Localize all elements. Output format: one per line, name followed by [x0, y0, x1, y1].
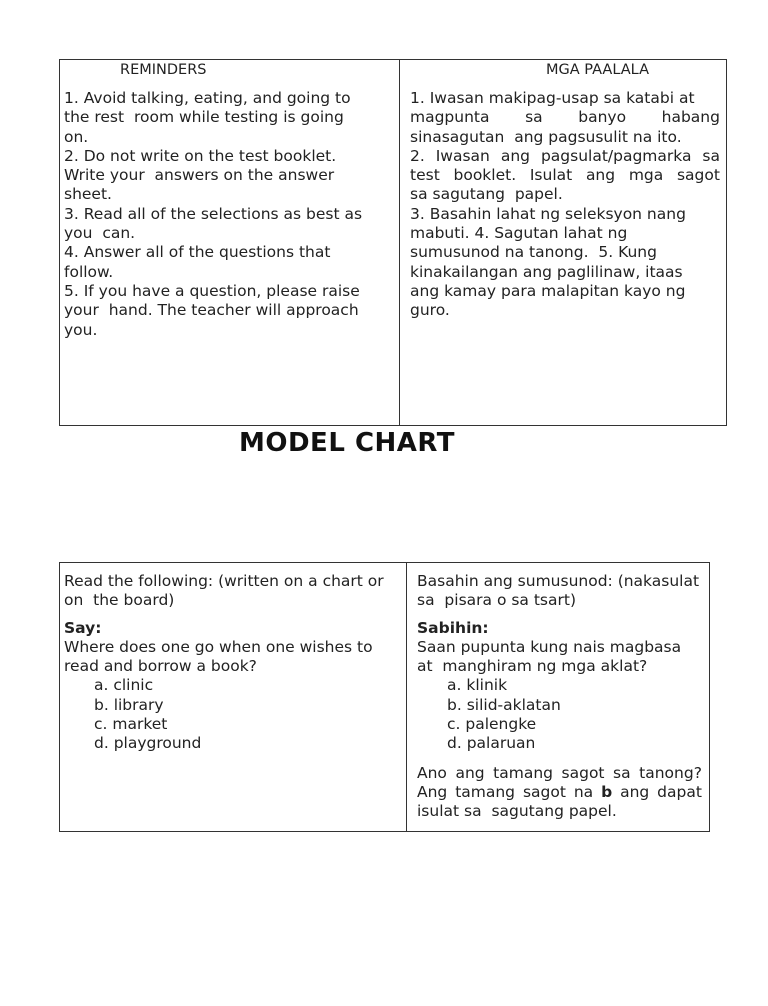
text-line: your hand. The teacher will approach — [64, 301, 359, 320]
option-item: c. palengke — [447, 715, 537, 734]
paalala-header: MGA PAALALA — [546, 62, 649, 78]
word: ang — [500, 146, 530, 165]
word: 2. — [410, 146, 425, 165]
text-line: 3. Basahin lahat ng seleksyon nang — [410, 204, 686, 223]
word: ang — [455, 763, 485, 782]
word: pagsulat/pagmarka — [540, 146, 692, 165]
justified-line — [410, 147, 720, 166]
question-line: Where does one go when one wishes to — [64, 637, 373, 656]
text-line: sinasagutan ang pagsusulit na ito. — [410, 127, 682, 146]
text-line: follow. — [64, 262, 114, 281]
question-line: at manghiram ng mga aklat? — [417, 657, 648, 676]
word: sagot — [676, 166, 720, 185]
option-item: b. silid-aklatan — [447, 695, 561, 714]
word: habang — [661, 108, 720, 127]
text-line: the rest room while testing is going — [64, 108, 344, 127]
text-line: ang kamay para malapitan kayo ng — [410, 281, 686, 300]
text-line: sumusunod na tanong. 5. Kung — [410, 243, 657, 262]
justified-line — [410, 166, 720, 185]
text-line: guro. — [410, 301, 450, 320]
option-item: c. market — [94, 715, 168, 734]
word: banyo — [578, 108, 627, 127]
text-line: kinakailangan ang paglilinaw, itaas — [410, 262, 683, 281]
question-line: Saan pupunta kung nais magbasa — [417, 637, 682, 656]
reminders-filipino-cell — [400, 60, 726, 425]
reminders-header: REMINDERS — [120, 62, 207, 78]
text-line: 2. Do not write on the test booklet. — [64, 146, 337, 165]
text-line: sheet. — [64, 185, 112, 204]
word: sa — [525, 108, 543, 127]
answer-letter: b — [601, 782, 613, 801]
closing-line — [417, 783, 702, 802]
closing-line: isulat sa sagutang papel. — [417, 802, 617, 821]
word: dapat — [657, 782, 702, 801]
text-line: 1. Iwasan makipag-usap sa katabi at — [410, 89, 695, 107]
text-line: 1. Avoid talking, eating, and going to — [64, 89, 351, 107]
sabihin-label: Sabihin: — [417, 618, 489, 637]
word: sagot — [561, 763, 605, 782]
intro-line: Read the following: (written on a chart or — [64, 572, 384, 590]
question-line: read and borrow a book? — [64, 657, 257, 676]
word: booklet. — [453, 166, 517, 185]
option-item: b. library — [94, 695, 164, 714]
reminders-filipino-text — [410, 89, 720, 321]
text-line: on. — [64, 127, 89, 146]
intro-line: Basahin ang sumusunod: (nakasulat — [417, 572, 700, 590]
reminders-table — [59, 59, 727, 426]
model-chart-table — [59, 562, 710, 832]
word: tanong? — [639, 763, 702, 782]
word: Iwasan — [435, 146, 490, 165]
say-label: Say: — [64, 618, 102, 637]
word: test — [410, 166, 440, 185]
word: sa — [702, 146, 720, 165]
model-chart-title: MODEL CHART — [239, 428, 455, 458]
word: sa — [613, 763, 631, 782]
model-chart-english-cell — [60, 563, 406, 831]
word: na — [573, 782, 594, 801]
intro-line: sa pisara o sa tsart) — [417, 591, 577, 610]
model-chart-filipino-cell — [407, 563, 709, 831]
word: Ano — [417, 763, 447, 782]
text-line: you can. — [64, 224, 136, 243]
option-item: a. clinic — [94, 676, 154, 695]
option-item: a. klinik — [447, 676, 508, 695]
text-line: you. — [64, 320, 98, 339]
word: tamang — [493, 763, 553, 782]
option-item: d. playground — [94, 734, 202, 753]
option-item: d. palaruan — [447, 734, 536, 753]
text-line: mabuti. 4. Sagutan lahat ng — [410, 224, 628, 243]
text-line: 5. If you have a question, please raise — [64, 281, 360, 300]
word: ang — [620, 782, 650, 801]
closing-line — [417, 764, 702, 783]
reminders-english-cell — [60, 60, 399, 425]
word: sagot — [522, 782, 566, 801]
word: ang — [585, 166, 616, 185]
text-line: sa sagutang papel. — [410, 185, 563, 204]
word: magpunta — [410, 108, 490, 127]
justified-line — [410, 108, 720, 127]
text-line: 4. Answer all of the questions that — [64, 243, 331, 262]
text-line: 3. Read all of the selections as best as — [64, 204, 363, 223]
reminders-english-text — [64, 89, 395, 340]
text-line: Write your answers on the answer — [64, 166, 335, 185]
word: mga — [628, 166, 664, 185]
intro-line: on the board) — [64, 591, 175, 610]
word: Isulat — [529, 166, 573, 185]
word: Ang — [417, 782, 448, 801]
word: tamang — [455, 782, 516, 801]
